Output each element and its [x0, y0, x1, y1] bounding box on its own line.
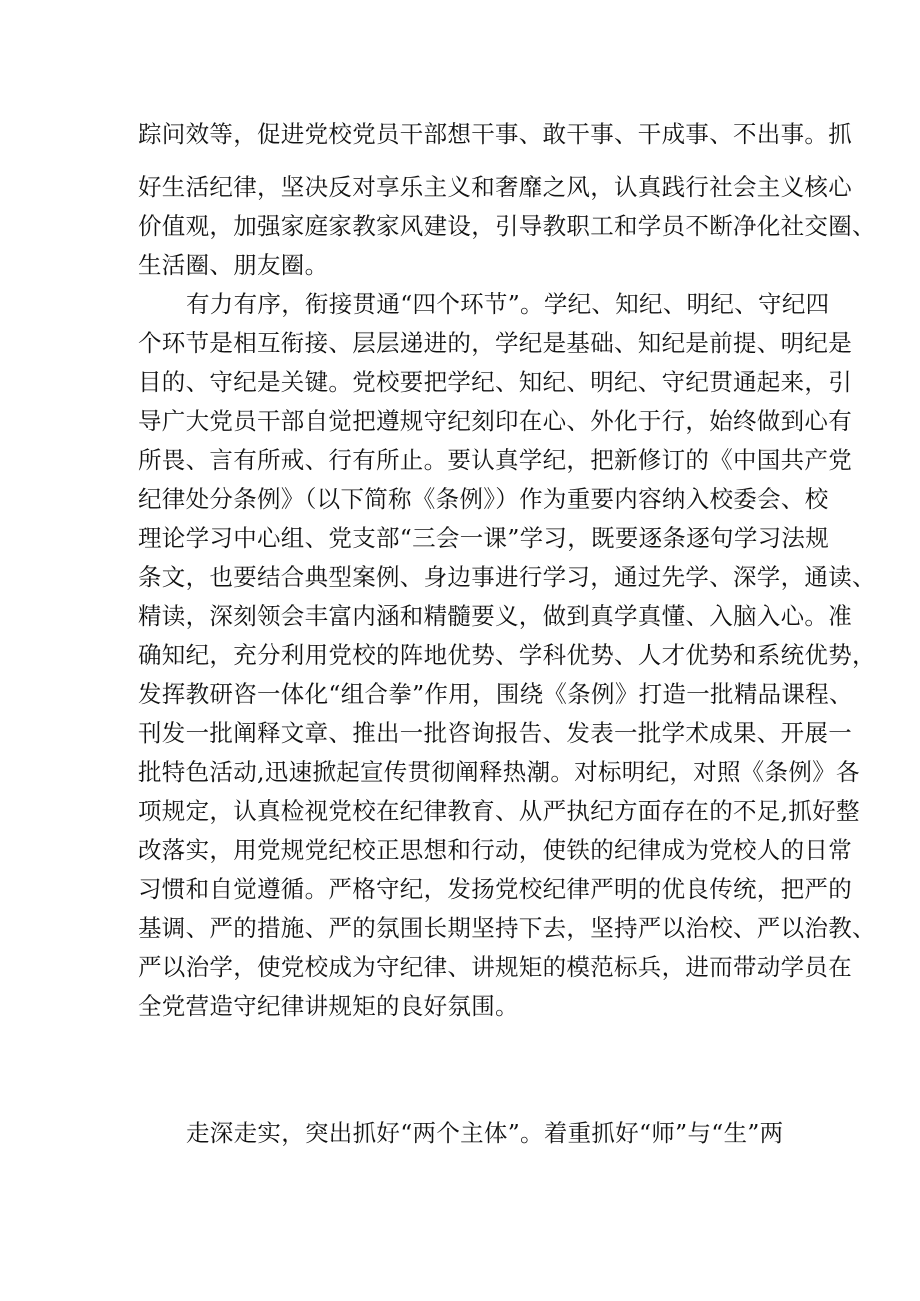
text-line: 理论学习中心组、党支部“三会一课”学习，既要逐条逐句学习法规 [138, 524, 830, 552]
text-line: 导广大党员干部自觉把遵规守纪刻印在心、外化于行，始终做到心有 [138, 407, 852, 435]
text-line: 所畏、言有所戒、行有所止。要认真学纪，把新修订的《中国共产党 [138, 446, 852, 474]
text-line: 习惯和自觉遵循。严格守纪，发扬党校纪律严明的优良传统，把严的 [138, 875, 852, 903]
paragraph-first-line: 有力有序，衔接贯通“四个环节”。学纪、知纪、明纪、守纪四 [186, 290, 830, 318]
text-line: 项规定，认真检视党校在纪律教育、从严执纪方面存在的不足,抓好整 [138, 797, 860, 825]
text-line: 严以治学，使党校成为守纪律、讲规矩的模范标兵，进而带动学员在 [138, 953, 852, 981]
text-line: 生活圈、朋友圈。 [138, 251, 329, 279]
text-line: 批特色活动,迅速掀起宣传贯彻阐释热潮。对标明纪，对照《条例》各 [138, 758, 860, 786]
text-line: 个环节是相互衔接、层层递进的，学纪是基础、知纪是前提、明纪是 [138, 329, 852, 357]
paragraph-first-line: 走深走实，突出抓好“两个主体”。着重抓好“师”与“生”两 [186, 1119, 784, 1147]
text-line: 确知纪，充分利用党校的阵地优势、学科优势、人才优势和系统优势， [138, 641, 876, 669]
text-line: 改落实，用党规党纪校正思想和行动，使铁的纪律成为党校人的日常 [138, 836, 852, 864]
text-line: 刊发一批阐释文章、推出一批咨询报告、发表一批学术成果、开展一 [138, 719, 852, 747]
text-line: 基调、严的措施、严的氛围长期坚持下去，坚持严以治校、严以治教、 [138, 914, 876, 942]
text-line: 好生活纪律，坚决反对享乐主义和奢靡之风，认真践行社会主义核心 [138, 173, 852, 201]
text-line: 发挥教研咨一体化“组合拳”作用，围绕《条例》打造一批精品课程、 [138, 680, 853, 708]
text-line: 目的、守纪是关键。党校要把学纪、知纪、明纪、守纪贯通起来，引 [138, 368, 852, 396]
text-line: 全党营造守纪律讲规矩的良好氛围。 [138, 992, 519, 1020]
text-line: 条文，也要结合典型案例、身边事进行学习，通过先学、深学，通读、 [138, 563, 876, 591]
text-line: 价值观，加强家庭家教家风建设，引导教职工和学员不断净化社交圈、 [138, 212, 876, 240]
text-line: 纪律处分条例》（以下简称《条例》）作为重要内容纳入校委会、校 [138, 485, 829, 513]
text-line: 精读，深刻领会丰富内涵和精髓要义，做到真学真懂、入脑入心。准 [138, 602, 852, 630]
text-line: 踪问效等，促进党校党员干部想干事、敢干事、干成事、不出事。抓 [138, 120, 852, 148]
